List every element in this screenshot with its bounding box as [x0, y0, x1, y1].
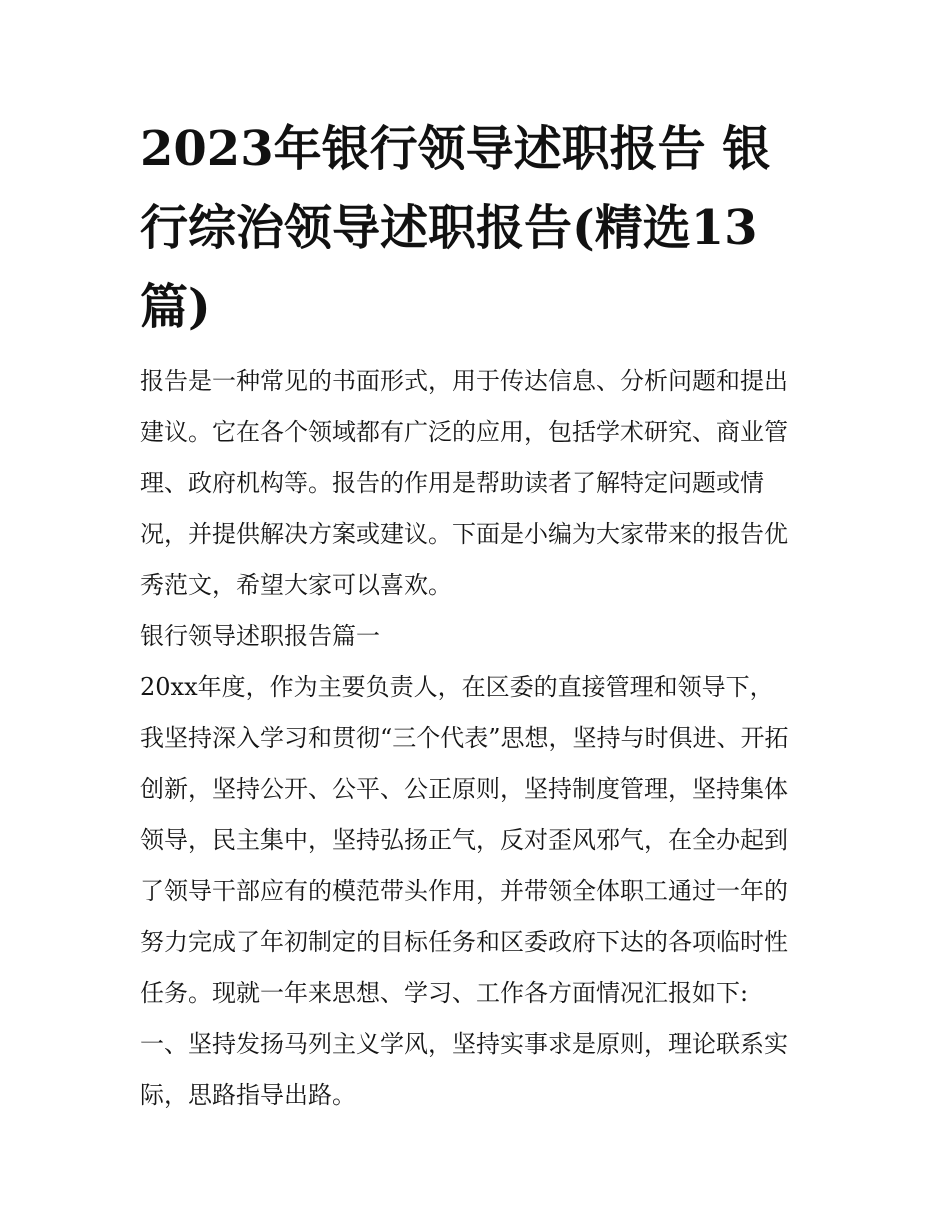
body-line-5: 秀范文，希望大家可以喜欢。: [140, 571, 452, 599]
body-line-12: 努力完成了年初制定的目标任务和区委政府下达的各项临时性: [140, 928, 788, 956]
body-line-11: 了领导干部应有的模范带头作用，并带领全体职工通过一年的: [140, 877, 788, 905]
body-line-1: 报告是一种常见的书面形式，用于传达信息、分析问题和提出: [140, 367, 788, 395]
title-line-2: 行综治领导述职报告(精选13: [140, 200, 758, 256]
document-body: [140, 356, 820, 1121]
body-line-13: 任务。现就一年来思想、学习、工作各方面情况汇报如下:: [140, 979, 749, 1007]
body-line-8: 我坚持深入学习和贯彻“三个代表”思想，坚持与时俱进、开拓: [140, 724, 789, 752]
body-line-14: 一、坚持发扬马列主义学风，坚持实事求是原则，理论联系实: [140, 1030, 788, 1058]
body-line-3: 理、政府机构等。报告的作用是帮助读者了解特定问题或情: [140, 469, 764, 497]
body-line-10: 领导，民主集中，坚持弘扬正气，反对歪风邪气，在全办起到: [140, 826, 788, 854]
title-line-1: 2023年银行领导述职报告 银: [140, 121, 771, 177]
body-line-9: 创新，坚持公开、公平、公正原则，坚持制度管理，坚持集体: [140, 775, 788, 803]
body-line-2: 建议。它在各个领域都有广泛的应用，包括学术研究、商业管: [140, 418, 788, 446]
document-title: [140, 110, 820, 347]
body-line-7: 20xx年度，作为主要负责人，在区委的直接管理和领导下，: [140, 673, 774, 701]
body-line-4: 况，并提供解决方案或建议。下面是小编为大家带来的报告优: [140, 520, 788, 548]
title-line-3: 篇): [140, 279, 211, 335]
section-heading-1: 银行领导述职报告篇一: [140, 622, 380, 650]
body-line-15: 际，思路指导出路。: [140, 1081, 356, 1109]
